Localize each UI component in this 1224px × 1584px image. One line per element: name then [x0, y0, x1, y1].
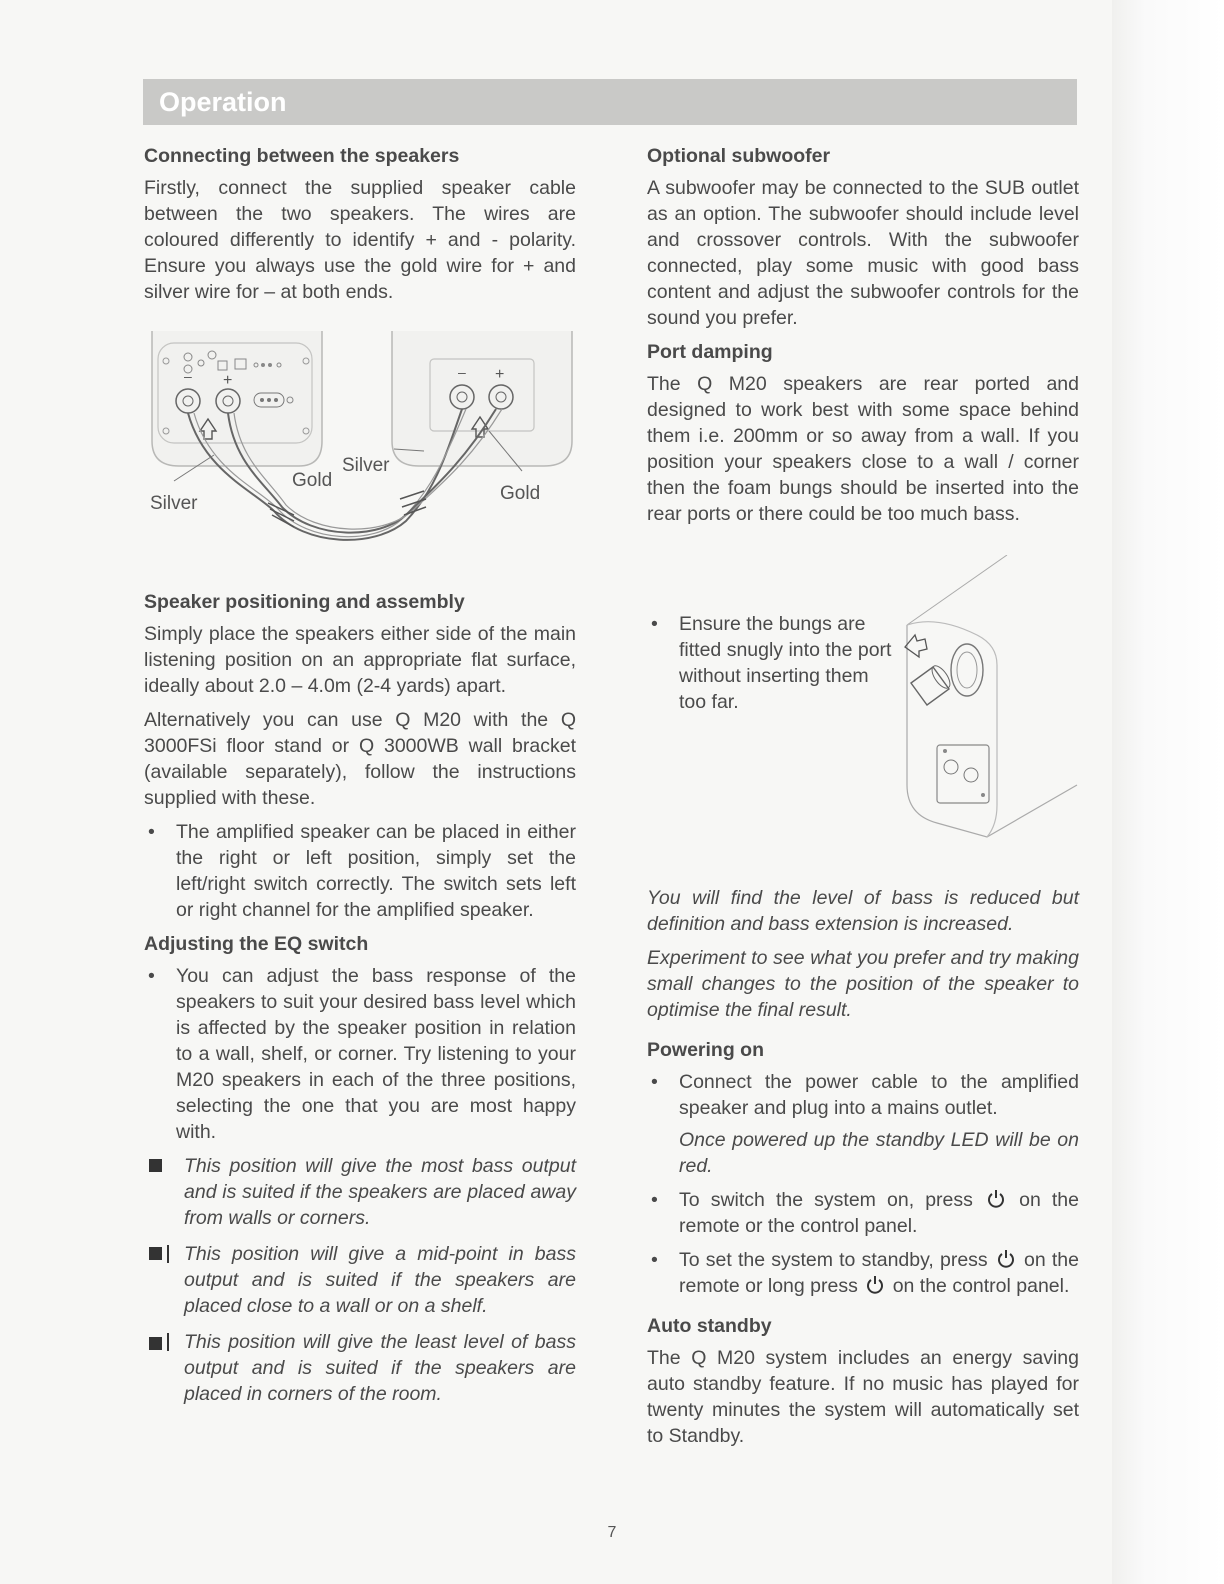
connecting-heading: Connecting between the speakers [144, 145, 460, 167]
port-note-1: You will find the level of bass is reduced but definition and bass extension is increased. [647, 887, 1079, 935]
eq-mid-switch-icon [146, 1245, 176, 1263]
standby-led-note: Once powered up the standby LED will be on red. [679, 1129, 1079, 1177]
speaker-wiring-diagram [144, 321, 574, 571]
page-edge [1112, 0, 1224, 1584]
positioning-p2: Alternatively you can use Q M20 with the Q 3000FSi floor stand or Q 3000WB wall bracket (available separately), follow the instructions supplied with these. [144, 709, 576, 809]
right-plus-label: + [495, 366, 505, 383]
page-title: Operation [159, 87, 287, 117]
subwoofer-body: A subwoofer may be connected to the SUB outlet as an option. The subwoofer should include level and crossover controls. With the subwoofer connected, play some music with good bass content and adjust the subwoofer controls for the sound you prefer. [647, 177, 1079, 329]
bullet-dot: • [148, 965, 155, 987]
bullet-dot: • [651, 613, 658, 635]
gold-label-left: Gold [292, 470, 333, 491]
power-bullet-2: • To switch the system on, press on the remote or the control panel. [651, 1189, 1079, 1237]
positioning-p1: Simply place the speakers either side of the main listening position on an appropriate flat surface, ideally about 2.0 – 4.0m (2-4 yards) apart. [144, 623, 576, 697]
right-column [647, 143, 1079, 1457]
auto-standby-heading: Auto standby [647, 1315, 772, 1337]
eq-full-switch-icon [146, 1157, 176, 1175]
power-icon [986, 1189, 1006, 1209]
foam-bung [911, 667, 949, 705]
subwoofer-heading: Optional subwoofer [647, 145, 831, 167]
right-minus-label: – [458, 364, 466, 380]
positioning-bullet: • The amplified speaker can be placed in either the right or left position, simply set the left/right switch correctly. The switch sets left or right channel for the amplified speaker. [148, 821, 576, 921]
right-speaker-outline [392, 331, 572, 466]
power-heading: Powering on [647, 1039, 764, 1061]
port-heading: Port damping [647, 341, 773, 363]
port-body: The Q M20 speakers are rear ported and designed to work best with some space behind them i.e. 200mm or so away from a wall. If you position your speakers close to a wall / corner then the foam bungs should be inserted into the rear ports or there could be too much bass. [647, 373, 1079, 525]
eq-option-mid: This position will give a mid-point in bass output and is suited if the speakers are placed close to a wall or on a shelf. [144, 1241, 576, 1319]
page-number: 7 [607, 1524, 617, 1541]
bullet-dot: • [651, 1249, 658, 1271]
bullet-dot: • [651, 1071, 658, 1093]
section-banner [143, 79, 1077, 125]
insert-arrow-icon [905, 635, 927, 657]
eq-option-low: This position will give the least level of bass output and is suited if the speakers are placed in corners of the room. [144, 1329, 576, 1407]
bullet-dot: • [148, 821, 155, 843]
auto-standby-body: The Q M20 system includes an energy saving auto standby feature. If no music has played for twenty minutes the system will automatically set to Standby. [647, 1347, 1079, 1447]
silver-label-right: Silver [342, 455, 390, 476]
port-bullet: • Ensure the bungs are fitted snugly into the port without inserting them too far. [651, 613, 892, 713]
power-icon [865, 1275, 885, 1295]
silver-label-left: Silver [150, 493, 198, 514]
power-bullet-3: • To set the system to standby, press on the remote or long press on the control panel. [651, 1249, 1079, 1297]
port-illustration-block [647, 555, 1079, 885]
eq-option-full: This position will give the most bass output and is suited if the speakers are placed away from walls or corners. [144, 1153, 576, 1231]
gold-label-right: Gold [500, 483, 541, 504]
connecting-body: Firstly, connect the supplied speaker cable between the two speakers. The wires are coloured differently to identify + and - polarity. Ensure you always use the gold wire for + and silver wire for – at both ends. [144, 177, 576, 303]
positioning-heading: Speaker positioning and assembly [144, 591, 465, 613]
power-bullet-1: • Connect the power cable to the amplified speaker and plug into a mains outlet. Once powered up the standby LED will be on red. [651, 1071, 1079, 1177]
eq-heading: Adjusting the EQ switch [144, 933, 369, 955]
eq-bullet: • You can adjust the bass response of the speakers to suit your desired bass level which is affected by the speaker position in relation to a wall, shelf, or corner. Try listening to your M20 speakers in each of the three positions, selecting the one that you are most happy with. [148, 965, 576, 1143]
bullet-dot: • [651, 1189, 658, 1211]
port-note-2: Experiment to see what you prefer and try making small changes to the position of the speaker to optimise the final result. [647, 947, 1079, 1021]
left-column [144, 143, 576, 1417]
eq-low-switch-icon [146, 1333, 176, 1351]
port-bung-illustration [897, 555, 1082, 885]
left-minus-label: – [184, 368, 192, 384]
power-icon [996, 1249, 1016, 1269]
left-plus-label: + [223, 372, 233, 389]
